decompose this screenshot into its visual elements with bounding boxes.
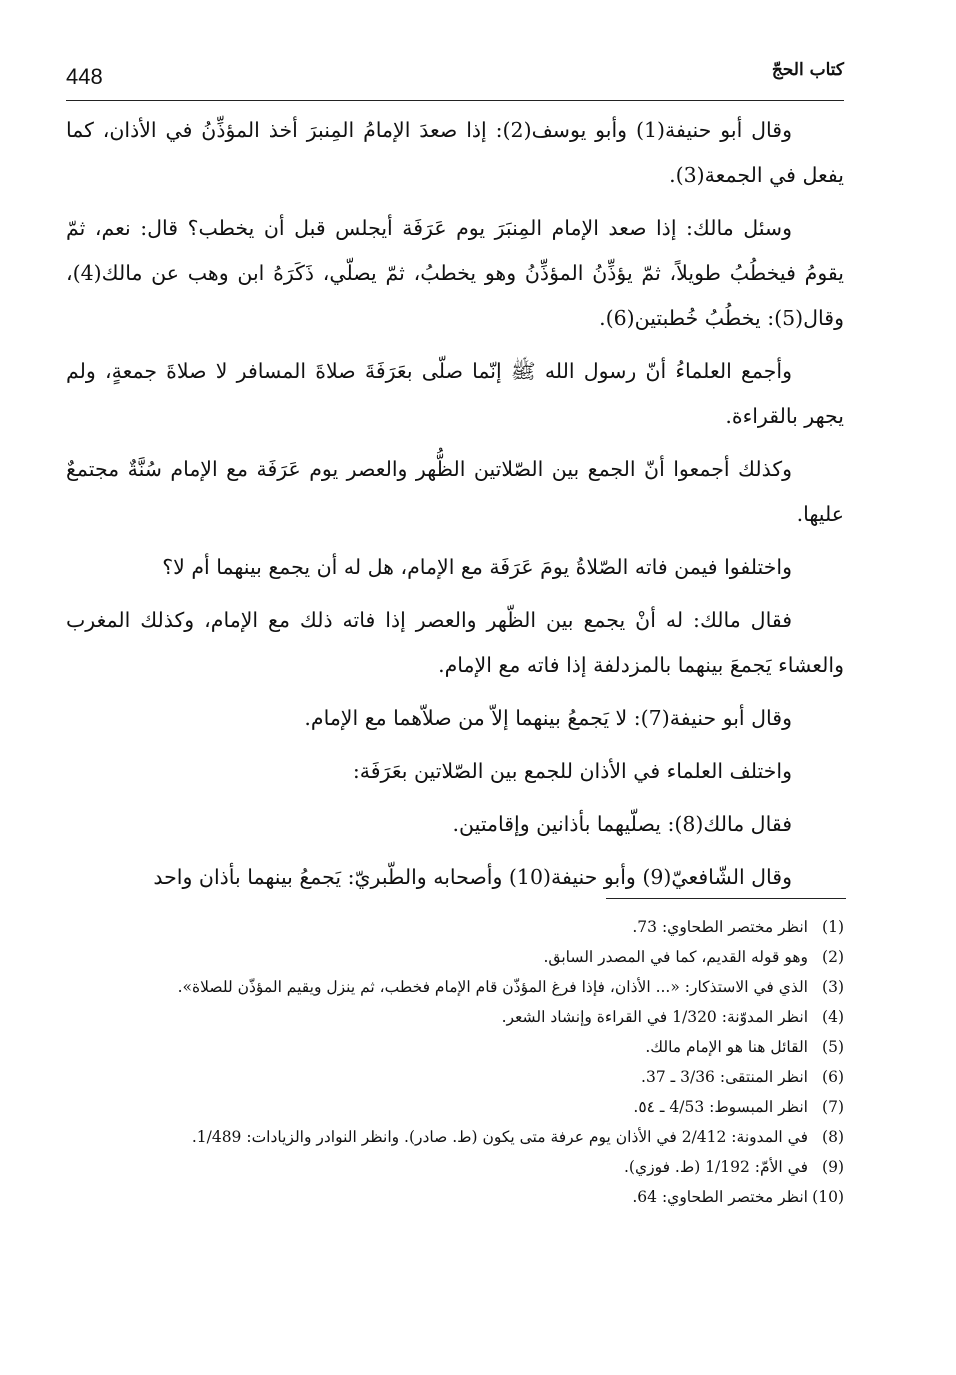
footnote [66, 912, 844, 942]
footnote [66, 1122, 844, 1152]
footnote-text: انظر المنتقى: 3/36 ـ 37. [641, 1068, 808, 1086]
running-title: كتاب الحجّ [771, 60, 844, 80]
footnote [66, 972, 844, 1002]
footnote-text: الذي في الاستذكار: «... الأذان، فإذا فرغ المؤذّن قام الإمام فخطب، ثم ينزل ويقيم المؤذّن للصلاة». [177, 978, 808, 996]
paragraph: فقال مالك: له أنْ يجمع بين الظّهر والعصر إذا فاته ذلك مع الإمام، وكذلك المغرب والعشاء يَجمعَ بينهما بالمزدلفة إذا فاته مع الإمام. [66, 608, 844, 677]
paragraph: وسئل مالك: إذا صعد الإمام المِنبَرَ يوم عَرَفَة أيجلس قبل أن يخطب؟ قال: نعم، ثمّ يقومُ فيخطُبُ طويلاً، ثمّ يؤذِّنُ المؤذِّنُ وهو يخطبُ، ثمّ يصلّي، ذَكَرَهُ ابن وهب عن مالك(4)، وقال(5): يخطُبُ خُطبتين(6). [66, 216, 844, 330]
footnote [66, 1002, 844, 1032]
paragraph: واختلفوا فيمن فاته الصّلاةُ يومَ عَرَفَة مع الإمام، هل له أن يجمع بينهما أم لا؟ [162, 555, 792, 579]
main-text [66, 108, 844, 908]
footnote [66, 1062, 844, 1092]
paragraph: وأجمع العلماءُ أنّ رسول الله ﷺ إنّما صلّى بعَرَفَةَ صلاةَ المسافر لا صلاةَ جمعةٍ، ولم يجهر بالقراءة. [66, 359, 844, 428]
footnote-text: القائل هنا هو الإمام مالك. [645, 1038, 808, 1056]
footnote-number: (6) [822, 1068, 844, 1086]
footnote-number: (9) [822, 1158, 844, 1176]
footnote-number: (5) [822, 1038, 844, 1056]
footnote-text: وهو قوله القديم، كما في المصدر السابق. [543, 948, 808, 966]
page-header [66, 56, 844, 101]
paragraph: وقال أبو حنيفة(7): لا يَجمعُ بينهما إلاّ من صلاّهما مع الإمام. [304, 706, 792, 730]
footnote-text: انظر مختصر الطحاوي: 73. [632, 918, 808, 936]
paragraph: وقال الشّافعيّ(9) وأبو حنيفة(10) وأصحابه والطّبريّ: يَجمعُ بينهما بأذان واحد [153, 865, 792, 889]
footnote-text: انظر المدوّنة: 1/320 في القراءة وإنشاد الشعر. [501, 1008, 808, 1026]
footnotes [66, 912, 844, 1212]
footnote [66, 1152, 844, 1182]
footnote-number: (3) [822, 978, 844, 996]
footnote [66, 1182, 844, 1212]
footnote-text: في الأمّ: 1/192 (ط. فوزي). [624, 1158, 808, 1176]
footnote-text: انظر مختصر الطحاوي: 64. [632, 1188, 808, 1206]
footnote-number: (4) [822, 1008, 844, 1026]
footnote-number: (8) [822, 1128, 844, 1146]
paragraph: وكذلك أجمعوا أنّ الجمع بين الصّلاتين الظُّهر والعصر يوم عَرَفَة مع الإمام سُنَّةٌ مجتمعٌ عليها. [66, 457, 844, 526]
footnote [66, 1032, 844, 1062]
footnote-divider [606, 898, 846, 899]
footnote-number: (2) [822, 948, 844, 966]
footnote-number: (7) [822, 1098, 844, 1116]
footnote-text: انظر المبسوط: 4/53 ـ ٥٤. [633, 1098, 808, 1116]
footnote-number: (10) [812, 1188, 844, 1206]
paragraph: واختلف العلماء في الأذان للجمع بين الصّلاتين بعَرَفَة: [352, 759, 792, 783]
footnote [66, 1092, 844, 1122]
footnote-number: (1) [822, 918, 844, 936]
paragraph: فقال مالك(8): يصلّيهما بأذانين وإقامتين. [452, 812, 792, 836]
paragraph: وقال أبو حنيفة(1) وأبو يوسف(2): إذا صعدَ الإمامُ المِنبرَ أخذ المؤذِّنُ في الأذان، كما يفعل في الجمعة(3). [66, 118, 844, 187]
footnote [66, 942, 844, 972]
page-number: 448 [66, 64, 103, 89]
footnote-text: في المدونة: 2/412 في الأذان يوم عرفة متى يكون (ط. صادر). وانظر النوادر والزيادات: 1/489. [191, 1128, 808, 1146]
